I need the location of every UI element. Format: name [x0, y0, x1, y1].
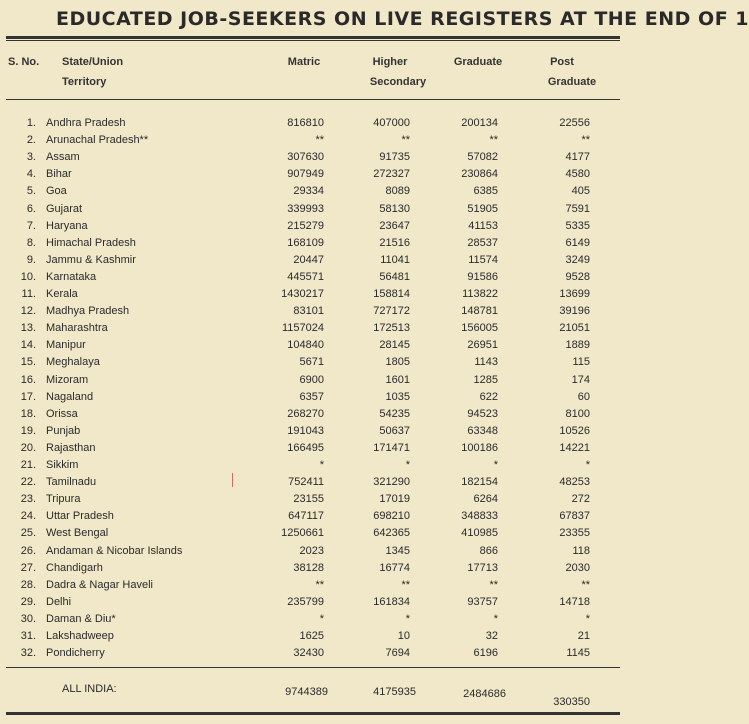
table-row — [0, 527, 620, 544]
cell-state: Assam — [46, 151, 80, 164]
table-row — [0, 459, 620, 476]
table-row — [0, 579, 620, 596]
cell-matric: 29334 — [293, 185, 324, 198]
cell-state: Mizoram — [46, 373, 89, 386]
cell-higher: 7694 — [385, 647, 410, 660]
cell-post: 22556 — [559, 117, 590, 129]
total-rule — [6, 667, 620, 668]
cell-post: 14718 — [559, 595, 590, 608]
cell-state: Punjab — [46, 424, 81, 437]
table-row — [0, 510, 620, 527]
cell-state: Manipur — [46, 339, 86, 352]
cell-post: 2030 — [565, 561, 590, 574]
cell-graduate: 410985 — [461, 527, 498, 540]
cell-matric: 20447 — [293, 253, 324, 266]
cell-graduate: 1285 — [473, 373, 498, 386]
cell-higher: 11041 — [380, 253, 410, 266]
title-rule — [6, 36, 620, 39]
table-row — [0, 374, 620, 391]
cell-sno: 22. — [20, 476, 36, 489]
cell-state: Haryana — [46, 219, 88, 232]
cell-matric: 32430 — [293, 647, 324, 660]
cell-graduate: 622 — [479, 390, 498, 403]
cell-higher: 54235 — [379, 407, 410, 420]
cell-higher: 56481 — [379, 270, 410, 283]
cell-higher: 171471 — [373, 441, 410, 454]
cell-matric: 168109 — [287, 236, 324, 249]
cell-matric: ** — [315, 578, 324, 591]
cell-graduate: 6196 — [473, 647, 498, 660]
cell-matric: 83101 — [293, 305, 324, 318]
cell-graduate: 100186 — [461, 441, 498, 454]
cell-sno: 24. — [20, 510, 36, 523]
cell-post: 7591 — [565, 202, 590, 215]
cell-post: 39196 — [559, 305, 590, 318]
cell-state: Sikkim — [46, 459, 79, 471]
cell-graduate: 6385 — [473, 185, 498, 198]
header-state-line1: State/Union — [62, 56, 124, 68]
cell-post: 272 — [571, 493, 590, 506]
cell-post: ** — [581, 134, 590, 147]
table-row — [0, 545, 620, 562]
cell-sno: 21. — [20, 459, 36, 471]
cell-state: Gujarat — [46, 202, 83, 215]
cell-higher: 8089 — [385, 185, 410, 198]
cell-post: 405 — [571, 185, 590, 198]
table-row — [0, 271, 620, 288]
cell-post: 67837 — [559, 510, 590, 523]
cell-graduate: 348833 — [461, 510, 498, 523]
header-graduate: Graduate — [453, 56, 503, 68]
cell-state: Chandigarh — [46, 561, 103, 574]
header-sno: S. No. — [8, 56, 40, 68]
cell-post: 14221 — [559, 441, 590, 454]
cell-sno: 20. — [20, 441, 36, 454]
cell-higher: 1035 — [385, 390, 410, 403]
cell-matric: * — [319, 612, 324, 625]
cell-matric: 907949 — [287, 168, 324, 181]
cell-higher: 272327 — [373, 168, 410, 181]
cell-matric: 752411 — [288, 476, 324, 489]
cell-matric: 1430217 — [281, 288, 324, 300]
cell-matric: 23155 — [293, 493, 324, 506]
cell-matric: 6900 — [299, 373, 324, 386]
cell-higher: 321290 — [373, 476, 410, 489]
cell-sno: 32. — [20, 647, 36, 660]
table-row — [0, 339, 620, 356]
cell-state: Dadra & Nagar Haveli — [46, 578, 153, 591]
cell-sno: 19. — [20, 424, 36, 437]
cell-state: Nagaland — [46, 390, 94, 403]
cell-sno: 4. — [26, 168, 36, 181]
cell-sno: 13. — [20, 322, 36, 335]
cell-higher: ** — [401, 134, 410, 147]
cell-sno: 10. — [20, 270, 36, 283]
cell-state: Jammu & Kashmir — [46, 253, 136, 266]
cell-state: Pondicherry — [46, 647, 105, 660]
cell-post: 5335 — [565, 219, 590, 232]
cell-higher: ** — [401, 578, 410, 591]
table-row — [0, 134, 620, 151]
cell-sno: 9. — [26, 253, 36, 266]
cell-sno: 17. — [20, 390, 36, 403]
cell-state: West Bengal — [46, 527, 109, 540]
cell-matric: 6357 — [299, 390, 324, 403]
cell-state: Karnataka — [46, 270, 97, 283]
bottom-rule — [6, 712, 620, 715]
cell-graduate: 63348 — [467, 424, 498, 437]
total-higher: 4175935 — [373, 686, 416, 698]
table-row — [0, 220, 620, 237]
cell-matric: 104840 — [287, 339, 324, 352]
cell-higher: 17019 — [379, 493, 410, 506]
cell-state: Lakshadweep — [46, 630, 114, 642]
cell-matric: ** — [315, 134, 324, 147]
cell-sno: 1. — [26, 117, 36, 129]
cell-graduate: 41153 — [468, 219, 498, 232]
table-row — [0, 254, 620, 271]
cell-graduate: 17713 — [467, 561, 498, 574]
cell-sno: 5. — [26, 185, 36, 198]
cell-graduate: * — [493, 459, 498, 471]
cell-graduate: 57082 — [467, 151, 498, 164]
cell-state: Daman & Diu* — [46, 612, 116, 625]
cell-matric: 5671 — [299, 356, 324, 369]
cell-state: Delhi — [46, 595, 72, 608]
cell-matric: 1157024 — [281, 322, 324, 335]
cell-graduate: 156005 — [461, 322, 498, 335]
cell-sno: 31. — [20, 630, 36, 642]
cell-sno: 30. — [20, 612, 36, 625]
cell-higher: 172513 — [373, 322, 410, 335]
cell-state: Kerala — [46, 288, 78, 300]
cell-post: 1889 — [565, 339, 590, 352]
total-graduate: 2484686 — [463, 688, 506, 700]
cell-matric: 1250661 — [281, 527, 324, 540]
cell-sno: 27. — [20, 561, 36, 574]
table-row — [0, 391, 620, 408]
cell-post: 10526 — [559, 424, 590, 437]
cell-post: 8100 — [565, 407, 590, 420]
cell-sno: 26. — [20, 544, 36, 557]
cell-post: 4580 — [565, 168, 590, 181]
cell-higher: 727172 — [373, 305, 410, 318]
cell-matric: 647117 — [288, 510, 324, 523]
page-title: EDUCATED JOB-SEEKERS ON LIVE REGISTERS AT THE END OF 1 — [56, 8, 749, 30]
cell-state: Himachal Pradesh — [46, 236, 136, 249]
table-row — [0, 151, 620, 168]
cell-sno: 2. — [26, 134, 36, 147]
cell-sno: 16. — [20, 373, 36, 386]
cell-higher: 407000 — [373, 117, 410, 129]
cell-higher: 21516 — [379, 236, 410, 249]
table-row — [0, 305, 620, 322]
header-post-line1: Post — [550, 56, 574, 68]
cell-post: 115 — [572, 356, 590, 369]
cell-state: Orissa — [46, 407, 78, 420]
cell-sno: 8. — [26, 236, 36, 249]
table-row — [0, 185, 620, 202]
cell-graduate: 113822 — [462, 288, 498, 300]
table-row — [0, 647, 620, 664]
pen-mark — [232, 473, 233, 487]
table-row — [0, 322, 620, 339]
table-row — [0, 168, 620, 185]
header-higher-line2: Secondary — [369, 76, 427, 88]
table-row — [0, 117, 620, 134]
cell-graduate: 200134 — [461, 117, 498, 129]
cell-higher: 1601 — [385, 373, 410, 386]
cell-state: Meghalaya — [46, 356, 100, 369]
table-row — [0, 425, 620, 442]
cell-post: 23355 — [559, 527, 590, 540]
cell-sno: 14. — [20, 339, 36, 352]
cell-post: 1145 — [566, 647, 590, 660]
cell-sno: 18. — [20, 407, 36, 420]
cell-post: 21 — [577, 630, 590, 642]
cell-sno: 3. — [26, 151, 36, 164]
cell-sno: 15. — [20, 356, 36, 369]
cell-state: Arunachal Pradesh** — [46, 134, 149, 147]
cell-state: Andhra Pradesh — [46, 117, 126, 129]
table-row — [0, 562, 620, 579]
cell-higher: 158814 — [373, 288, 410, 300]
cell-post: 6149 — [565, 236, 590, 249]
cell-graduate: * — [493, 612, 498, 625]
cell-graduate: 26951 — [467, 339, 498, 352]
title-rule-thin — [6, 40, 620, 41]
cell-graduate: 32 — [485, 630, 498, 642]
total-matric: 9744389 — [285, 686, 328, 698]
cell-graduate: 94523 — [467, 407, 498, 420]
cell-sno: 25. — [20, 527, 36, 540]
cell-state: Rajasthan — [46, 441, 96, 454]
cell-higher: 1345 — [385, 544, 410, 557]
cell-sno: 6. — [26, 202, 36, 215]
cell-post: 60 — [577, 390, 590, 403]
cell-higher: 698210 — [373, 510, 410, 523]
cell-matric: * — [319, 459, 324, 471]
cell-post: 3249 — [565, 253, 590, 266]
cell-state: Tripura — [46, 493, 81, 506]
cell-post: ** — [581, 578, 590, 591]
total-label: ALL INDIA: — [62, 683, 117, 695]
cell-higher: * — [405, 459, 410, 471]
cell-matric: 1625 — [299, 630, 324, 642]
cell-graduate: 182154 — [461, 476, 498, 489]
table-row — [0, 613, 620, 630]
cell-graduate: 91586 — [467, 270, 498, 283]
table-row — [0, 442, 620, 459]
cell-graduate: 230864 — [461, 168, 498, 181]
cell-matric: 235799 — [287, 595, 324, 608]
table-row — [0, 596, 620, 613]
cell-matric: 445571 — [287, 270, 324, 283]
cell-higher: 1805 — [385, 356, 410, 369]
cell-higher: 91735 — [379, 151, 410, 164]
cell-matric: 166495 — [287, 441, 324, 454]
cell-higher: 10 — [397, 630, 410, 642]
cell-matric: 191043 — [287, 424, 324, 437]
cell-post: 9528 — [565, 270, 590, 283]
table-row — [0, 356, 620, 373]
cell-state: Madhya Pradesh — [46, 305, 130, 318]
cell-state: Andaman & Nicobar Islands — [46, 544, 183, 557]
cell-state: Tamilnadu — [46, 476, 97, 489]
cell-higher: 161834 — [373, 595, 410, 608]
cell-graduate: ** — [489, 134, 498, 147]
header-rule — [6, 99, 620, 100]
cell-post: * — [585, 612, 590, 625]
cell-matric: 339993 — [287, 202, 324, 215]
cell-matric: 215279 — [287, 219, 324, 232]
cell-higher: 23647 — [379, 219, 410, 232]
table-row — [0, 203, 620, 220]
cell-sno: 23. — [20, 493, 36, 506]
header-matric: Matric — [287, 56, 321, 68]
table-row — [0, 493, 620, 510]
cell-graduate: 866 — [479, 544, 498, 557]
table-row — [0, 630, 620, 647]
cell-graduate: 28537 — [467, 236, 498, 249]
cell-matric: 816810 — [287, 117, 324, 129]
cell-post: 48253 — [559, 476, 590, 489]
cell-graduate: 148781 — [461, 305, 498, 318]
cell-graduate: 1143 — [474, 356, 498, 369]
cell-sno: 12. — [20, 305, 36, 318]
cell-higher: 28145 — [379, 339, 410, 352]
cell-graduate: 93757 — [467, 595, 498, 608]
cell-matric: 307630 — [287, 151, 324, 164]
cell-post: 13699 — [559, 288, 590, 300]
cell-matric: 268270 — [287, 407, 324, 420]
cell-graduate: 6264 — [473, 493, 498, 506]
cell-matric: 38128 — [293, 561, 324, 574]
cell-graduate: 51905 — [467, 202, 498, 215]
cell-post: 174 — [571, 373, 590, 386]
cell-higher: 16774 — [379, 561, 410, 574]
table-row — [0, 288, 620, 305]
header-post-line2: Graduate — [547, 76, 597, 88]
cell-sno: 28. — [20, 578, 36, 591]
table-row — [0, 476, 620, 493]
cell-higher: 642365 — [373, 527, 410, 540]
cell-graduate: 11574 — [468, 253, 498, 266]
cell-sno: 11. — [21, 288, 36, 300]
cell-higher: * — [405, 612, 410, 625]
table-row — [0, 237, 620, 254]
header-higher-line1: Higher — [372, 56, 408, 68]
cell-post: 118 — [572, 544, 590, 557]
cell-post: 21051 — [559, 322, 590, 335]
table-row — [0, 408, 620, 425]
cell-state: Bihar — [46, 168, 72, 181]
cell-graduate: ** — [489, 578, 498, 591]
cell-higher: 50637 — [379, 424, 410, 437]
cell-state: Maharashtra — [46, 322, 108, 335]
cell-sno: 29. — [20, 595, 36, 608]
cell-matric: 2023 — [299, 544, 324, 557]
header-state-line2: Territory — [62, 76, 107, 88]
cell-state: Uttar Pradesh — [46, 510, 114, 523]
cell-post: * — [585, 459, 590, 471]
total-post: 330350 — [553, 696, 590, 708]
cell-sno: 7. — [26, 219, 36, 232]
cell-post: 4177 — [565, 151, 590, 164]
cell-state: Goa — [46, 185, 67, 198]
cell-higher: 58130 — [379, 202, 410, 215]
